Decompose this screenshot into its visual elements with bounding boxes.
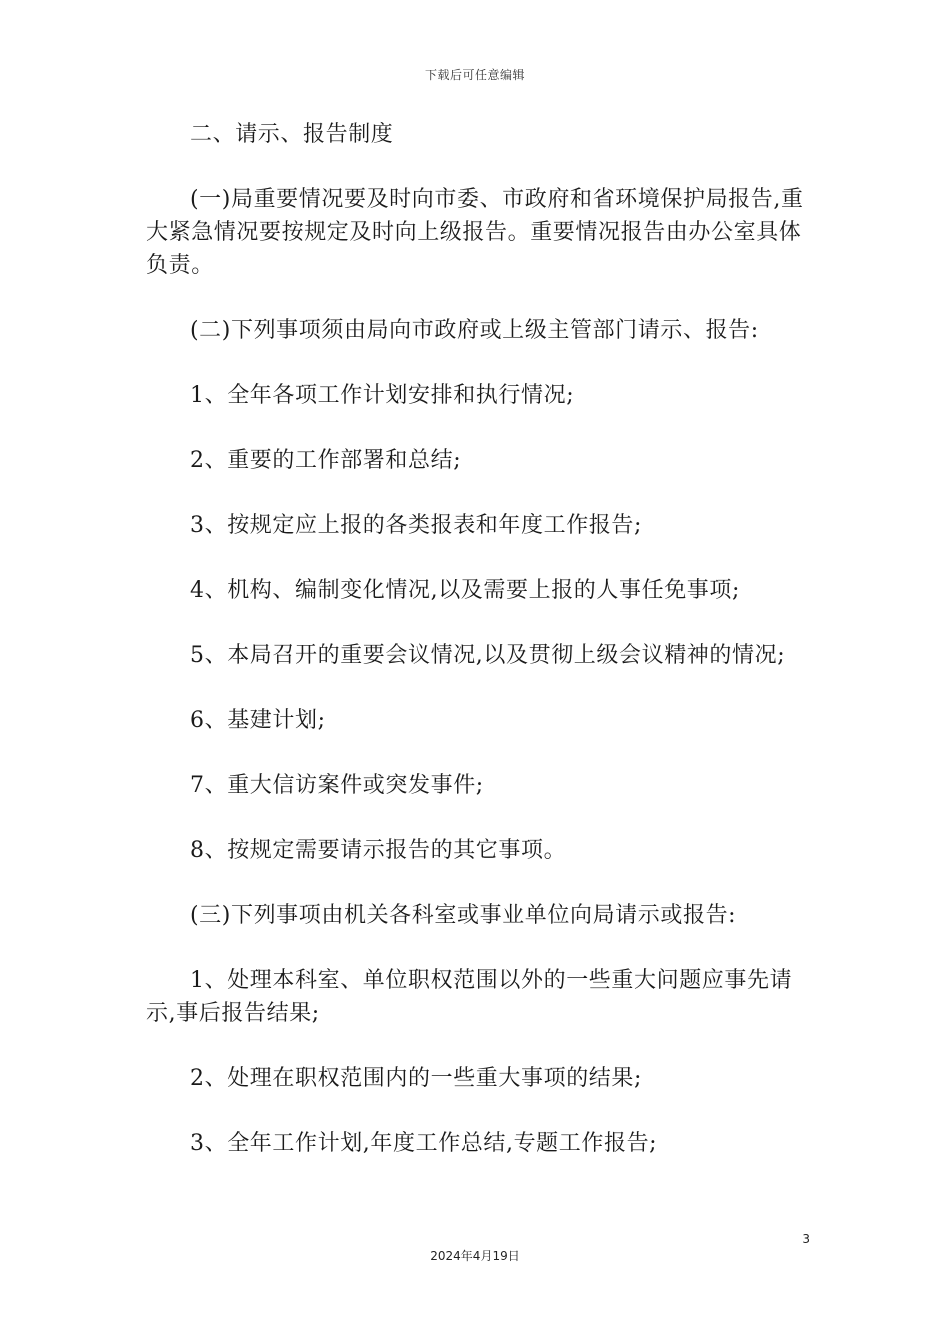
header-note: 下载后可任意编辑	[424, 68, 525, 82]
list-item: 1、全年各项工作计划安排和执行情况;	[190, 383, 575, 408]
footer-date: 2024年4月19日	[430, 1249, 520, 1263]
list-item: 6、基建计划;	[190, 708, 326, 733]
paragraph: (一)局重要情况要及时向市委、市政府和省环境保护局报告,重大紧急情况要按规定及时向上级报告。重要情况报告由办公室具体负责。	[146, 187, 804, 278]
document-body	[146, 118, 806, 1160]
list-item: 4、机构、编制变化情况,以及需要上报的人事任免事项;	[190, 578, 741, 603]
list-item: 1、处理本科室、单位职权范围以外的一些重大问题应事先请示,事后报告结果;	[146, 968, 793, 1026]
list-item: 3、全年工作计划,年度工作总结,专题工作报告;	[190, 1131, 658, 1156]
list-item: 3、按规定应上报的各类报表和年度工作报告;	[190, 513, 643, 538]
paragraph: (二)下列事项须由局向市政府或上级主管部门请示、报告:	[190, 318, 759, 343]
list-item: 2、重要的工作部署和总结;	[190, 448, 462, 473]
page-number: 3	[802, 1232, 810, 1246]
list-item: 8、按规定需要请示报告的其它事项。	[190, 838, 567, 863]
list-item: 2、处理在职权范围内的一些重大事项的结果;	[190, 1066, 643, 1091]
list-item: 7、重大信访案件或突发事件;	[190, 773, 484, 798]
paragraph: (三)下列事项由机关各科室或事业单位向局请示或报告:	[190, 903, 737, 928]
list-item: 5、本局召开的重要会议情况,以及贯彻上级会议精神的情况;	[190, 643, 786, 668]
section-heading: 二、请示、报告制度	[190, 122, 394, 147]
